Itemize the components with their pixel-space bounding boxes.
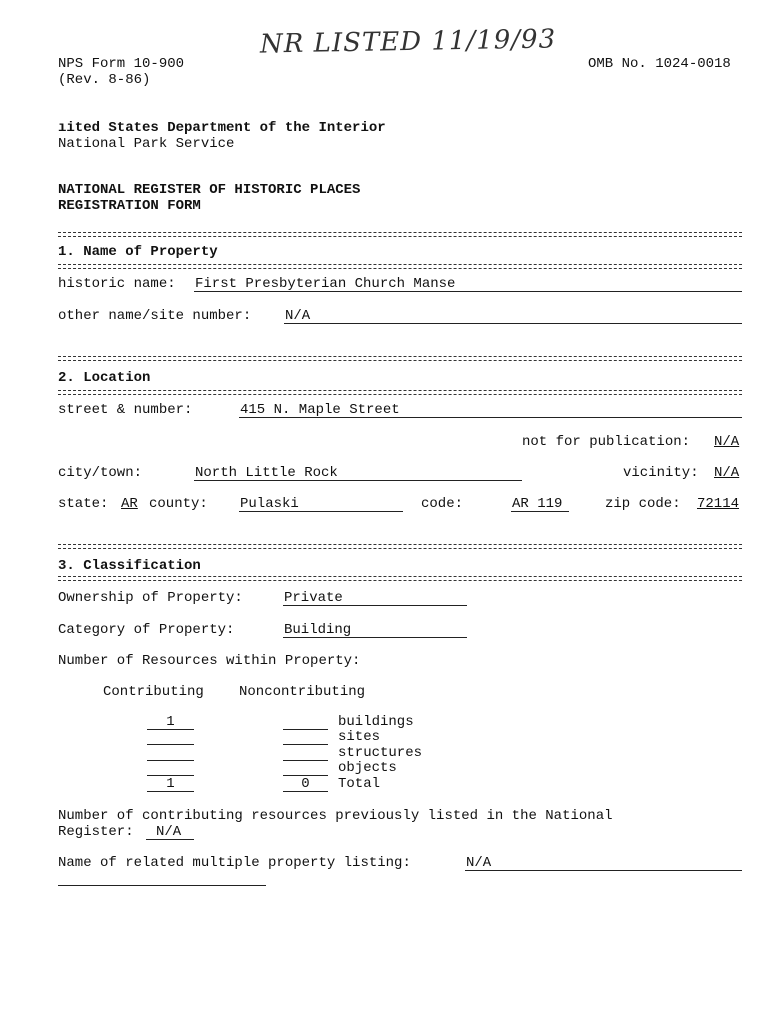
- section3-heading: 3. Classification: [58, 558, 201, 574]
- other-name-label: other name/site number:: [58, 308, 252, 324]
- resources-label: Number of Resources within Property:: [58, 653, 361, 669]
- section-divider: [58, 544, 742, 549]
- multiple-listing-continuation-line: [58, 885, 266, 886]
- county-value: Pulaski: [240, 496, 299, 512]
- section1-heading: 1. Name of Property: [58, 244, 218, 260]
- form-revision: (Rev. 8-86): [58, 72, 151, 88]
- other-name-value: N/A: [285, 308, 311, 324]
- category-label: Category of Property:: [58, 622, 235, 638]
- state-value: AR: [121, 496, 138, 512]
- street-value: 415 N. Maple Street: [240, 402, 400, 418]
- vicinity-label: vicinity:: [623, 465, 699, 481]
- omb-number: OMB No. 1024-0018: [588, 56, 731, 72]
- service-name: National Park Service: [58, 136, 235, 152]
- section2-heading: 2. Location: [58, 370, 151, 386]
- state-label: state:: [58, 496, 109, 512]
- street-label: street & number:: [58, 402, 193, 418]
- resource-type-label: structures: [338, 745, 423, 761]
- section-divider: [58, 232, 742, 237]
- department-name: ıited States Department of the Interior: [58, 120, 386, 136]
- zip-label: zip code:: [605, 496, 681, 512]
- zip-value: 72114: [697, 496, 740, 512]
- multiple-listing-line: [465, 870, 742, 871]
- multiple-listing-value: N/A: [466, 855, 492, 871]
- contributing-blank: [147, 744, 194, 745]
- multiple-listing-label: Name of related multiple property listing:: [58, 855, 411, 871]
- contributing-blank: [147, 760, 194, 761]
- section-divider: [58, 576, 742, 581]
- resource-type-label: Total: [338, 776, 381, 792]
- category-value: Building: [284, 622, 352, 638]
- not-for-publication-value: N/A: [714, 434, 740, 450]
- form-subtitle: REGISTRATION FORM: [58, 198, 201, 214]
- register-label: Register:: [58, 824, 134, 840]
- noncontributing-column-header: Noncontributing: [239, 684, 366, 700]
- code-label: code:: [421, 496, 464, 512]
- noncontributing-blank: [283, 744, 328, 745]
- city-label: city/town:: [58, 465, 143, 481]
- resource-type-label: buildings: [338, 714, 414, 730]
- section-divider: [58, 356, 742, 361]
- form-number: NPS Form 10-900: [58, 56, 185, 72]
- previously-listed-value: N/A: [156, 824, 182, 840]
- handwritten-listing-note: NR LISTED 11/19/93: [259, 24, 557, 60]
- previously-listed-text: Number of contributing resources previously listed in the National: [58, 808, 613, 824]
- city-value: North Little Rock: [195, 465, 338, 481]
- contributing-count: 1: [166, 714, 175, 730]
- contributing-column-header: Contributing: [103, 684, 204, 700]
- other-name-line: [284, 323, 742, 324]
- ownership-label: Ownership of Property:: [58, 590, 243, 606]
- resource-type-label: sites: [338, 729, 381, 745]
- not-for-publication-label: not for publication:: [522, 434, 691, 450]
- historic-name-value: First Presbyterian Church Manse: [195, 276, 456, 292]
- noncontributing-count: 0: [301, 776, 310, 792]
- contributing-count: 1: [166, 776, 175, 792]
- county-label: county:: [149, 496, 208, 512]
- section-divider: [58, 390, 742, 395]
- noncontributing-blank: [283, 729, 328, 730]
- section-divider: [58, 264, 742, 269]
- vicinity-value: N/A: [714, 465, 740, 481]
- historic-name-label: historic name:: [58, 276, 176, 292]
- ownership-value: Private: [284, 590, 343, 606]
- form-title: NATIONAL REGISTER OF HISTORIC PLACES: [58, 182, 361, 198]
- noncontributing-blank: [283, 760, 328, 761]
- resource-type-label: objects: [338, 760, 397, 776]
- code-value: AR 119: [512, 496, 563, 512]
